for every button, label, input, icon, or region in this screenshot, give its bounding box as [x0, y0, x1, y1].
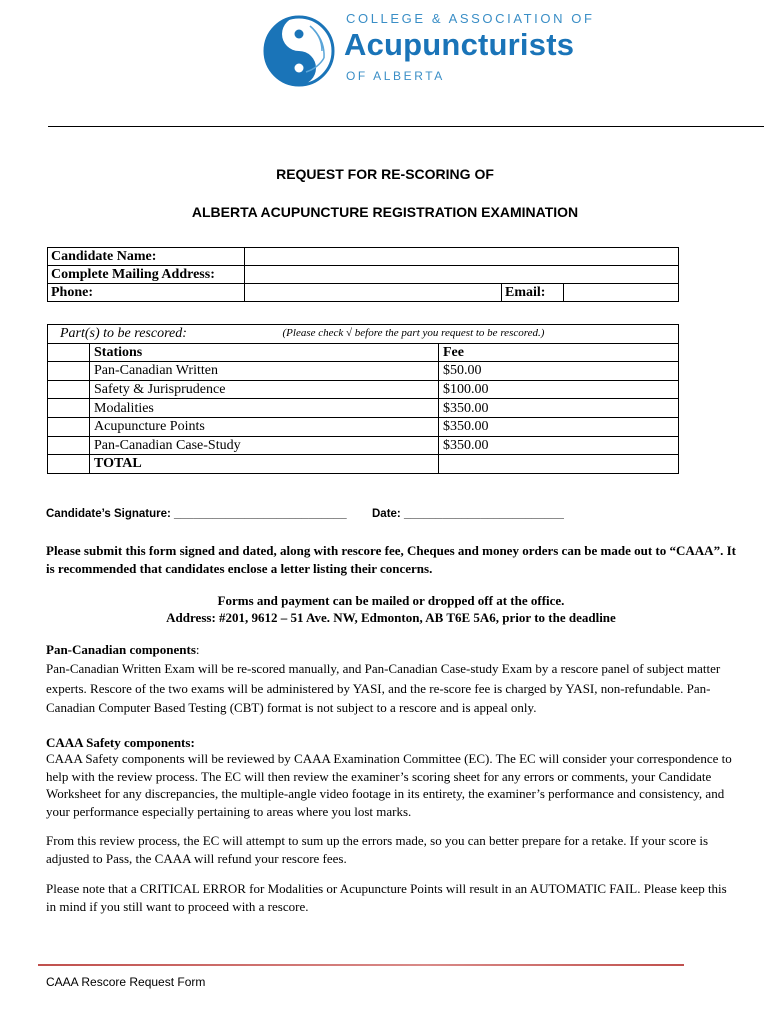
check-cell-points[interactable]: [48, 417, 90, 436]
email-label-text: Email:: [505, 285, 546, 300]
station-name: Pan-Canadian Case-Study: [90, 436, 439, 455]
station-fee: $100.00: [439, 380, 679, 399]
station-fee: $350.00: [439, 399, 679, 418]
phone-field[interactable]: [245, 284, 502, 302]
candidate-name-field[interactable]: [245, 248, 679, 266]
table-row: [48, 417, 679, 436]
total-field[interactable]: [439, 455, 679, 474]
pan-canadian-body: Pan-Canadian Written Exam will be re-scored manually, and Pan-Canadian Case-study Exam by a rescore panel of subject matter experts. Rescore of the two exams will be administered by YASI, and the re-score fee is charged by YASI, non-refundable. Pan-Canadian Computer Based Testing (CBT) format is not subject to a rescore and is appeal only.: [46, 661, 721, 715]
phone-label: [48, 284, 245, 302]
mailing-address-label: Complete Mailing Address:: [48, 266, 245, 284]
submit-instructions: Please submit this form signed and dated, along with rescore fee, Cheques and money orders can be made out to “CAAA”. It is recommended that candidates enclose a letter listing their concerns.: [46, 543, 736, 576]
logo-line1: COLLEGE & ASSOCIATION OF: [346, 11, 595, 26]
table-row-total: [48, 455, 679, 474]
total-label: TOTAL: [90, 455, 439, 474]
fee-header: Fee: [439, 343, 679, 362]
candidate-name-label: Candidate Name:: [48, 248, 245, 266]
stations-header: Stations: [90, 343, 439, 362]
station-fee: $350.00: [439, 417, 679, 436]
check-cell-written[interactable]: [48, 362, 90, 381]
parts-rescore-table: [47, 324, 679, 474]
mailing-instruction: Forms and payment can be mailed or dropped off at the office.: [217, 593, 565, 608]
check-cell-modalities[interactable]: [48, 399, 90, 418]
logo-line3: OF ALBERTA: [346, 69, 445, 83]
station-name: Safety & Jurisprudence: [90, 380, 439, 399]
pan-canadian-heading-line: [46, 641, 736, 659]
table-row: [48, 380, 679, 399]
yin-yang-logo-icon: [262, 14, 336, 88]
station-name: Modalities: [90, 399, 439, 418]
date-field[interactable]: Date: _________________________: [372, 508, 564, 520]
review-process-paragraph: From this review process, the EC will attempt to sum up the errors made, so you can better prepare for a retake. If your score is adjusted to Pass, the CAAA will refund your rescore fees.: [46, 833, 709, 866]
table-row: [48, 399, 679, 418]
header-check-cell: [48, 343, 90, 362]
header-divider: [48, 126, 764, 127]
office-address: Address: #201, 9612 – 51 Ave. NW, Edmonton, AB T6E 5A6, prior to the deadline: [166, 610, 616, 625]
phone-label-text: Phone:: [51, 285, 93, 300]
parts-note: (Please check √ before the part you request to be rescored.): [282, 327, 545, 340]
caaa-safety-heading: CAAA Safety components:: [46, 735, 195, 750]
table-row: [48, 362, 679, 381]
footer-label: CAAA Rescore Request Form: [46, 975, 206, 989]
mailing-address-field[interactable]: [245, 266, 679, 284]
table-row: [48, 436, 679, 455]
station-fee: $350.00: [439, 436, 679, 455]
station-name: Acupuncture Points: [90, 417, 439, 436]
signature-field[interactable]: Candidate’s Signature: ___________________________: [46, 508, 347, 520]
check-cell-safety[interactable]: [48, 380, 90, 399]
logo-name: Acupuncturists: [344, 27, 575, 62]
candidate-info-table: [47, 247, 679, 302]
station-fee: $50.00: [439, 362, 679, 381]
check-cell-casestudy[interactable]: [48, 436, 90, 455]
pan-canadian-heading-colon: :: [195, 642, 200, 657]
parts-heading-row: [48, 325, 679, 344]
form-subtitle: ALBERTA ACUPUNCTURE REGISTRATION EXAMINATION: [191, 204, 579, 220]
station-name: Pan-Canadian Written: [90, 362, 439, 381]
total-check-cell: [48, 455, 90, 474]
email-field[interactable]: [564, 284, 679, 302]
form-title: REQUEST FOR RE-SCORING OF: [276, 166, 494, 182]
caaa-safety-body: CAAA Safety components will be reviewed by CAAA Examination Committee (EC). The EC will consider your correspondence to help with the review process. The EC will then review the examiner’s scoring sheet for any errors or comments, your Candidate Worksheet for any discrepancies, the multiple-angle video footage in its entirety, the examiner’s performance and consistency, and your performance especially pertaining to areas where you lost marks.: [46, 751, 732, 819]
pan-canadian-heading: Pan-Canadian components: [46, 642, 196, 657]
email-label: [502, 284, 564, 302]
footer-divider: [38, 964, 684, 966]
parts-heading: Part(s) to be rescored:: [60, 326, 187, 342]
critical-error-paragraph: Please note that a CRITICAL ERROR for Modalities or Acupuncture Points will result in an AUTOMATIC FAIL. Please keep this in mind if you still want to proceed with a rescore.: [46, 881, 727, 914]
